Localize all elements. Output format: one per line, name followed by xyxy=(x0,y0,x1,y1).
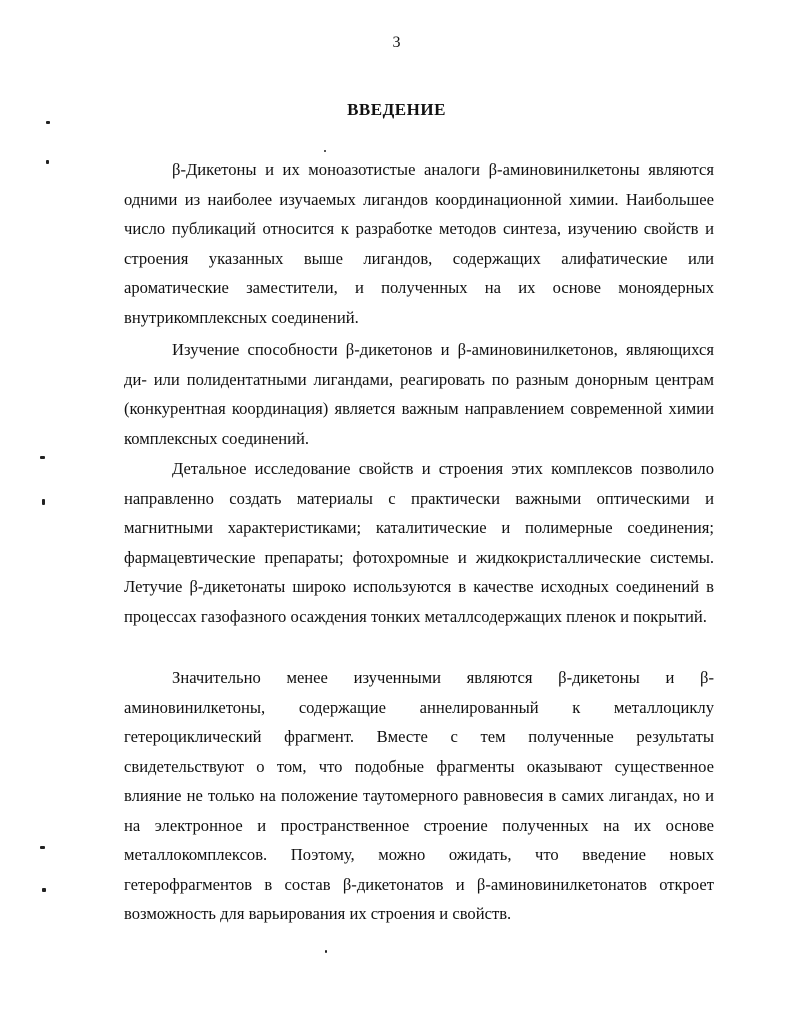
scan-mark xyxy=(324,150,326,152)
scan-mark xyxy=(42,888,46,892)
scan-mark xyxy=(46,160,49,164)
paragraph-1: β-Дикетоны и их моноазотистые аналоги β-аминовинилкетоны являются одними из наиболее изучаемых лигандов координационной химии. Наибольшее число публикаций относится к разработке методов синтеза, изучению свойств и строения указанных выше лигандов, содержащих алифатические или ароматические заместители, и полученных на их основе моноядерных внутрикомплексных соединений. xyxy=(124,160,714,327)
paragraph-4: Значительно менее изученными являются β-дикетоны и β-аминовинилкетоны, содержащие аннелированный к металлоциклу гетероциклический фрагмент. Вместе с тем полученные результаты свидетельствуют о том, что подобные фрагменты оказывают существенное влияние не только на положение таутомерного равновесия в самих лигандах, но и на электронное и пространственное строение полученных на их основе металлокомплексов. Поэтому, можно ожидать, что введение новых гетерофрагментов в состав β-дикетонатов и β-аминовинилкетонатов откроет возможность для варьирования их строения и свойств. xyxy=(124,668,714,923)
scan-mark xyxy=(325,950,327,953)
scan-mark xyxy=(40,456,45,459)
scan-mark xyxy=(42,499,45,505)
paragraph-2: Изучение способности β-дикетонов и β-аминовинилкетонов, являющихся ди- или полидентатными лигандами, реагировать по разным донорным центрам (конкурентная координация) является важным направлением современной химии комплексных соединений. xyxy=(124,340,714,448)
paragraph-3: Детальное исследование свойств и строения этих комплексов позволило направленно создать материалы с практически важными оптическими и магнитными характеристиками; каталитические и полимерные соединения; фармацевтические препараты; фотохромные и жидкокристаллические системы. Летучие β-дикетонаты широко используются в качестве исходных соединений в процессах газофазного осаждения тонких металлсодержащих пленок и покрытий. xyxy=(124,459,714,626)
scan-mark xyxy=(40,846,45,849)
page-number: 3 xyxy=(392,34,401,51)
section-heading: ВВЕДЕНИЕ xyxy=(347,100,446,119)
scan-mark xyxy=(46,121,50,124)
